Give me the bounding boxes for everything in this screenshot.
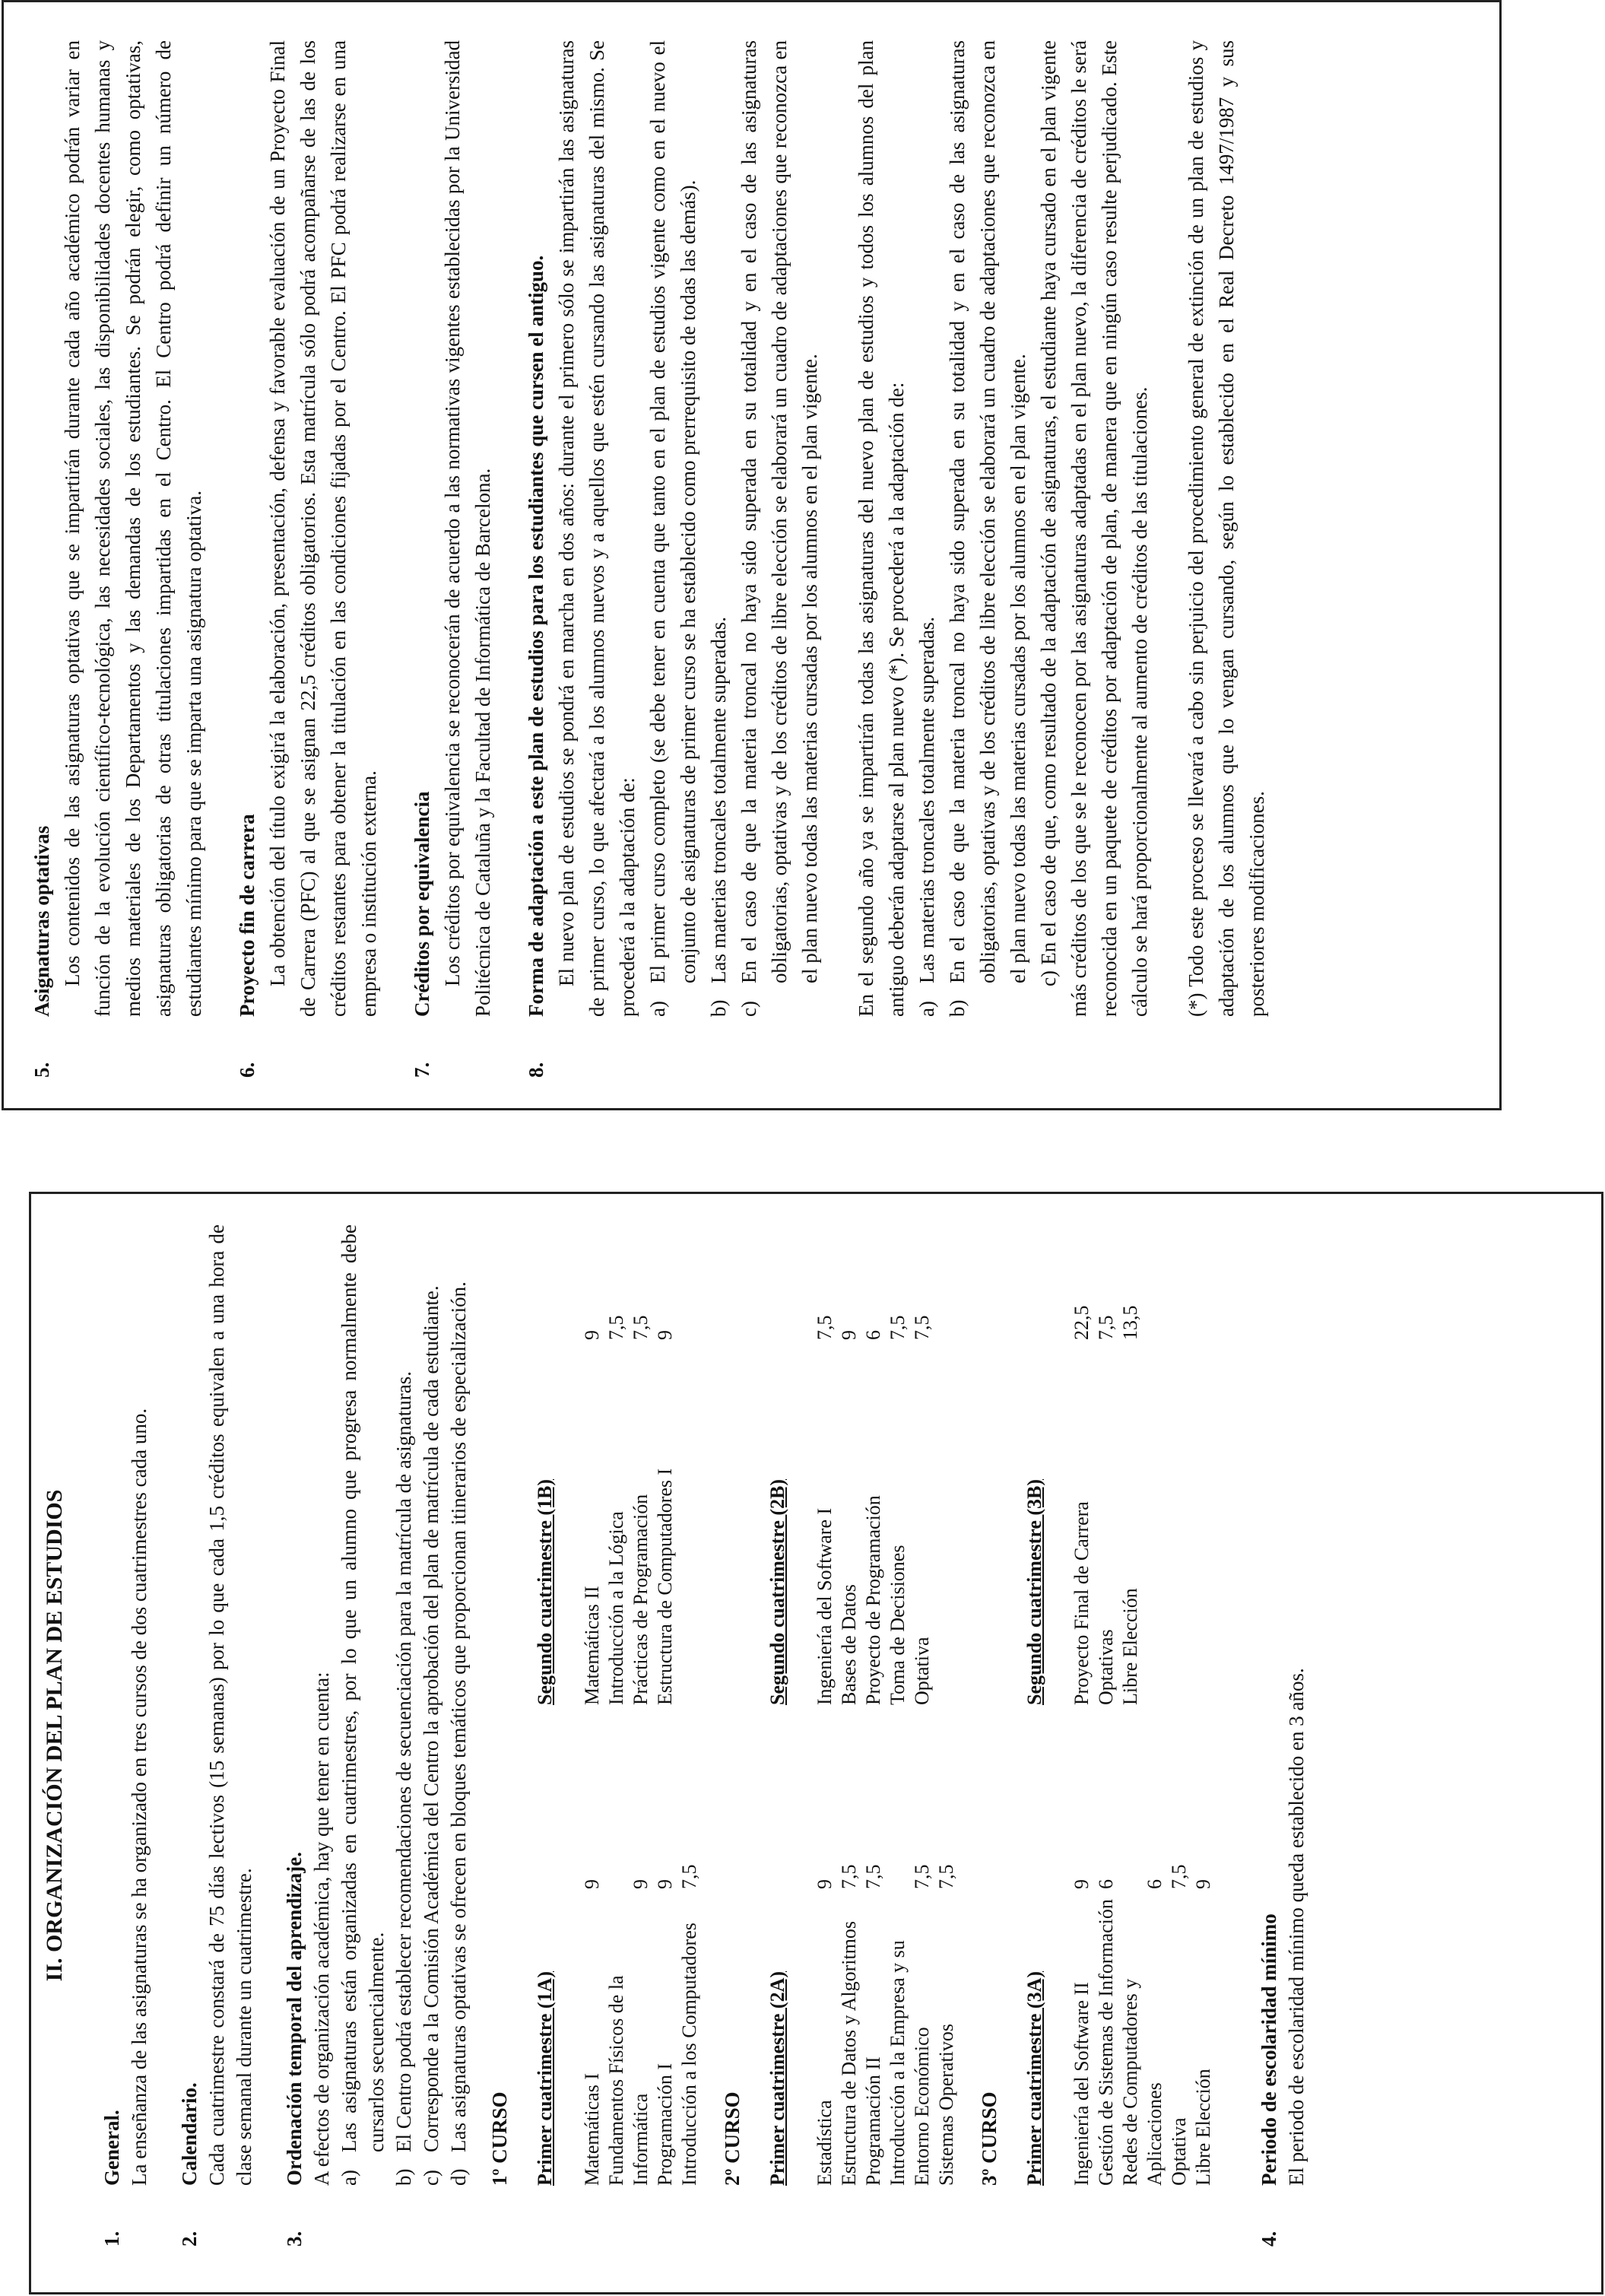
subject-row	[653, 1705, 677, 2186]
section-number: 5.	[30, 1062, 53, 1078]
subject-row	[837, 1705, 861, 2186]
list-item	[912, 40, 942, 1017]
subject-credits: 13,5	[1119, 1305, 1141, 1340]
subject-row	[910, 1705, 934, 2186]
subject-row	[1070, 1224, 1094, 1705]
section-number: 4.	[1258, 2231, 1280, 2247]
subject-name: Matemáticas I	[581, 2073, 603, 2186]
section-heading: Periodo de escolaridad mínimo	[1258, 1913, 1280, 2186]
subject-credits: 6	[1143, 1879, 1166, 1889]
subject-name: Matemáticas II	[581, 1586, 603, 1705]
subject-credits: 6	[862, 1330, 884, 1340]
section-heading: Forma de adaptación a este plan de estudios para los estudiantes que cursen el antiguo.	[525, 255, 547, 1017]
section-heading: Calendario.	[178, 2082, 201, 2186]
section-heading: Ordenación temporal del aprendizaje.	[283, 1852, 306, 2186]
subject-name: Prácticas de Programación	[630, 1494, 652, 1705]
subject-row	[1094, 1224, 1118, 1705]
subject-credits: 7,5	[630, 1315, 652, 1340]
adaptation-list-year-1	[642, 40, 825, 1017]
item-marker: a)	[646, 1001, 669, 1017]
section-heading: Créditos por equivalencia	[411, 791, 433, 1017]
semester-header: Segundo cuatrimestre (2B)	[766, 1478, 788, 1705]
subject-name: Estadística	[814, 2100, 836, 2186]
section-text: El periodo de escolaridad mínimo queda establecido en 3 años.	[1285, 1668, 1308, 2186]
subject-row	[629, 1705, 653, 2186]
adaptation-list-year-2	[912, 40, 1033, 1017]
section-text: Los créditos por equivalencia se reconocerán de acuerdo a las normativas vigentes establecidas por la Universidad Politécnica de Cataluña y la Facultad de Informática de Barcelona.	[441, 40, 494, 1017]
subject-row	[1070, 1705, 1094, 2186]
section-text: Cada cuatrimestre constará de 75 días lectivos (15 semanas) por lo que cada 1,5 créditos equivalen a una hora de clase semanal durante un cuatrimestre.	[205, 1224, 255, 2186]
subject-name: Optativa	[911, 1637, 933, 1705]
section-text: Los contenidos de las asignaturas optativas que se impartirán durante cada año académico podrán variar en función de la evolución científico-tecnológica, las necesidades sociales, las disponibilidades docentes humanas y medios materiales de los Departamentos y las demandas de los estudiantes. Se podrán elegir, como optativas, asignaturas obligatorias de otras titulaciones impartidas en el Centro. El Centro podrá definir un número de estudiantes mínimo para que se imparta una asignatura optativa.	[61, 40, 205, 1017]
subject-name: Libre Elección	[1119, 1588, 1141, 1705]
course-2-heading: 2º CURSO	[721, 2091, 744, 2186]
subject-name: Introducción a la Lógica	[605, 1511, 627, 1705]
subject-name: Entorno Económico	[911, 2027, 933, 2186]
list-item	[642, 40, 703, 1017]
item-text: El primer curso completo (se debe tener en cuenta que tanto en el plan de estudios vigente como en el nuevo el conjunto de asignaturas de primer curso se ha establecido como prerrequisito de todas las demás).	[646, 40, 699, 983]
subject-credits: 9	[654, 1330, 676, 1340]
section-number: 1.	[100, 2231, 123, 2247]
subject-credits: 9	[1192, 1879, 1214, 1889]
section-5-optional-subjects	[27, 40, 209, 1078]
section-intro: A efectos de organización académica, hay que tener en cuenta:	[310, 1672, 333, 2186]
item-text: Las materias troncales totalmente superadas.	[915, 616, 938, 983]
subject-row	[934, 1705, 959, 2186]
subject-name: Informática	[630, 2093, 652, 2186]
semester-header: Primer cuatrimestre (3A)	[1023, 1970, 1045, 2186]
section-8-adaptation	[521, 40, 1272, 1078]
subject-row	[1167, 1705, 1191, 2186]
subject-name: Gestión de Sistemas de Información	[1095, 1899, 1117, 2186]
semester-3b	[1023, 1224, 1216, 1705]
list-item	[390, 1224, 417, 2186]
subject-credits: 9	[838, 1330, 860, 1340]
subject-credits: 9	[654, 1879, 676, 1889]
page-title: II. ORGANIZACIÓN DEL PLAN DE ESTUDIOS	[42, 1489, 67, 1982]
page-continuation-sections-5-8	[2, 0, 1502, 1110]
subject-row	[861, 1224, 886, 1705]
subject-name: Proyecto de Programación	[862, 1495, 884, 1705]
section-3-temporal-ordering	[281, 1224, 1232, 2247]
item-marker: b)	[707, 999, 730, 1017]
page-plan-organization	[29, 1192, 1603, 2294]
subject-name: Bases de Datos	[838, 1584, 860, 1705]
subject-credits: 9	[1071, 1879, 1093, 1889]
section-heading: General.	[100, 2110, 123, 2186]
subject-row	[1191, 1705, 1216, 2186]
list-item	[417, 1224, 445, 2186]
subject-credits	[604, 1843, 629, 1889]
subject-row	[580, 1705, 604, 2186]
subject-row	[813, 1224, 837, 1705]
subject-row	[1094, 1705, 1118, 2186]
subject-name: Fundamentos Físicos de la	[605, 1975, 627, 2186]
semester-3a	[1023, 1705, 1216, 2186]
list-item	[445, 1224, 472, 2186]
section-6-final-project	[232, 40, 384, 1078]
section-number: 2.	[178, 2231, 201, 2247]
subject-name: Proyecto Final de Carrera	[1071, 1501, 1093, 1705]
subject-row	[604, 1224, 629, 1705]
item-text: Las asignaturas optativas se ofrecen en bloques temáticos que proporcionan itinerarios de especialización.	[447, 1281, 470, 2152]
subject-row	[653, 1224, 677, 1705]
list-item	[942, 40, 1033, 1017]
subject-credits: 6	[1095, 1879, 1117, 1889]
subject-credits: 7,5	[678, 1864, 700, 1889]
subject-credits: 7,5	[911, 1864, 933, 1889]
section-number: 7.	[411, 1062, 433, 1078]
section-2-calendar	[176, 1224, 258, 2247]
list-item	[335, 1224, 390, 2186]
item-marker: b)	[392, 2168, 415, 2186]
course-1-table	[533, 1224, 702, 2186]
course-2-table	[766, 1224, 959, 2186]
subject-name: Toma de Decisiones	[887, 1545, 909, 1705]
subject-credits: 7,5	[814, 1315, 836, 1340]
item-text: Las asignaturas están organizadas en cuatrimestres, por lo que un alumno que progresa normalmente debe cursarlos secuencialmente.	[338, 1224, 388, 2152]
subject-name: Programación II	[862, 2056, 884, 2186]
subject-name: Sistemas Operativos	[935, 2023, 957, 2186]
subject-name: Ingeniería del Software II	[1071, 1982, 1093, 2186]
subject-name: Optativas	[1095, 1629, 1117, 1705]
course-3-heading: 3º CURSO	[978, 2091, 1001, 2186]
section-text-year-2: En el segundo año ya se impartirán todas las asignaturas del nuevo plan de estudios y todos los alumnos del plan antiguo deberán adaptarse al plan nuevo (*). Se procederá a la adaptación de:	[855, 40, 908, 1017]
subject-credits: 7,5	[1095, 1315, 1117, 1340]
subject-row	[837, 1224, 861, 1705]
subject-row	[813, 1705, 837, 2186]
subject-row	[886, 1224, 910, 1705]
subject-row	[629, 1224, 653, 1705]
section-text-c: c) En el caso de que, como resultado de la adaptación de asignaturas, el estudiante haya cursado en el plan vigente más créditos de los que se le reconocen por las asignaturas adaptadas en el plan nuevo, la diferencia de créditos le será reconocida en un paquete de créditos por adaptación de plan, de manera que en ningún caso resulte perjudicado. Este cálculo se hará proporcionalmente al aumento de créditos de las titulaciones.	[1037, 40, 1151, 1017]
footnote: (*) Todo este proceso se llevará a cabo sin perjuicio del procedimiento general de extinción de un plan de estudios y adaptación de los alumnos que lo vengan cursando, según lo establecido en el Real Decreto 1497/1987 y sus posteriores modificaciones.	[1185, 40, 1268, 1017]
subject-credits: 7,5	[605, 1315, 627, 1340]
subject-name: Introducción a la Empresa y su	[887, 1940, 909, 2186]
subject-row	[1118, 1224, 1143, 1705]
subject-row	[580, 1224, 604, 1705]
subject-row	[1118, 1705, 1143, 2186]
item-marker: c)	[420, 2170, 442, 2186]
subject-credits: 7,5	[838, 1864, 860, 1889]
subject-row	[910, 1224, 934, 1705]
course-3-table	[1023, 1224, 1216, 2186]
subject-credits: 7,5	[862, 1864, 884, 1889]
section-1-general	[98, 1224, 153, 2247]
subject-credits: 7,5	[887, 1315, 909, 1340]
semester-2a	[766, 1705, 959, 2186]
subject-row	[861, 1705, 886, 2186]
subject-name: Introducción a los Computadores	[678, 1923, 700, 2186]
subject-name: Estructura de Computadores I	[654, 1468, 676, 1705]
item-text: Las materias troncales totalmente superadas.	[707, 616, 730, 983]
subject-credits: 22,5	[1071, 1305, 1093, 1340]
section-number: 8.	[525, 1062, 547, 1078]
semester-header: Segundo cuatrimestre (3B)	[1023, 1478, 1045, 1705]
section-number: 3.	[283, 2231, 306, 2247]
item-marker: a)	[338, 2170, 360, 2186]
subject-name: Ingeniería del Software I	[814, 1507, 836, 1705]
item-text: En el caso de que la materia troncal no haya sido superada en su totalidad y en el caso de las asignaturas obligatorias, optativas y de los créditos de libre elección se elaborará un cuadro de adaptaciones que reconozca en el plan nuevo todas las materias cursadas por los alumnos en el plan vigente.	[946, 40, 1029, 983]
ordering-list	[335, 1224, 472, 2186]
item-text: Corresponde a la Comisión Académica del Centro la aprobación del plan de matrícula de cada estudiante.	[420, 1285, 442, 2152]
section-heading: Proyecto fin de carrera	[236, 814, 259, 1017]
item-text: En el caso de que la materia troncal no haya sido superada en su totalidad y en el caso de las asignaturas obligatorias, optativas y de los créditos de libre elección se elaborará un cuadro de adaptaciones que reconozca en el plan nuevo todas las materias cursadas por los alumnos en el plan vigente.	[737, 40, 821, 983]
subject-name: Optativa	[1168, 2117, 1190, 2186]
section-7-equivalence-credits	[407, 40, 498, 1078]
semester-1a	[533, 1705, 702, 2186]
section-number: 6.	[236, 1062, 259, 1078]
section-text: El nuevo plan de estudios se pondrá en marcha en dos años: durante el primero sólo se impartirán las asignaturas de primer curso, lo que afectará a los alumnos nuevos y a aquellos que estén cursando las asignaturas del mismo. Se procederá a la adaptación de:	[555, 40, 639, 1017]
subject-credits: 9	[581, 1330, 603, 1340]
subject-credits: 7,5	[1168, 1864, 1190, 1889]
semester-2b	[766, 1224, 959, 1705]
subject-row	[886, 1705, 910, 2186]
item-marker: b)	[946, 999, 969, 1017]
semester-header: Primer cuatrimestre (2A)	[766, 1970, 788, 2186]
subject-credits	[886, 1843, 910, 1889]
subject-name: Aplicaciones	[1143, 2082, 1166, 2186]
subject-name: Programación I	[654, 2063, 676, 2186]
semester-header: Primer cuatrimestre (1A)	[534, 1970, 556, 2186]
subject-credits: 9	[814, 1879, 836, 1889]
subject-row	[604, 1705, 629, 2186]
section-text: La obtención del título exigirá la elaboración, presentación, defensa y favorable evaluación de un Proyecto Final de Carrera (PFC) al que se asignan 22,5 créditos obligatorios. Esta matrícula sólo podrá acompañarse de las de los créditos restantes para obtener la titulación en las condiciones fijadas por el Centro. El PFC podrá realizarse en una empresa o institución externa.	[266, 40, 380, 1017]
semester-1b	[533, 1224, 702, 1705]
item-marker: d)	[447, 2168, 470, 2186]
subject-name: Redes de Computadores y	[1119, 1978, 1141, 2186]
subject-row	[677, 1705, 702, 2186]
subject-row	[1143, 1705, 1167, 2186]
list-item	[734, 40, 825, 1017]
subject-credits: 9	[581, 1879, 603, 1889]
item-text: El Centro podrá establecer recomendaciones de secuenciación para la matrícula de asignaturas.	[392, 1370, 415, 2152]
subject-credits: 7,5	[911, 1315, 933, 1340]
subject-credits	[1118, 1843, 1143, 1889]
item-marker: c)	[737, 1001, 760, 1017]
course-1-heading: 1º CURSO	[488, 2091, 511, 2186]
section-text: La enseñanza de las asignaturas se ha organizado en tres cursos de dos cuatrimestres cada uno.	[128, 1408, 151, 2186]
subject-name: Libre Elección	[1192, 2069, 1214, 2186]
semester-header: Segundo cuatrimestre (1B)	[534, 1478, 556, 1705]
section-heading: Asignaturas optativas	[30, 825, 53, 1017]
subject-credits: 9	[630, 1879, 652, 1889]
list-item	[703, 40, 734, 1017]
subject-credits: 7,5	[935, 1864, 957, 1889]
section-4-minimum-period	[1255, 1224, 1310, 2247]
item-marker: a)	[915, 1001, 938, 1017]
subject-name: Estructura de Datos y Algoritmos	[838, 1920, 860, 2186]
